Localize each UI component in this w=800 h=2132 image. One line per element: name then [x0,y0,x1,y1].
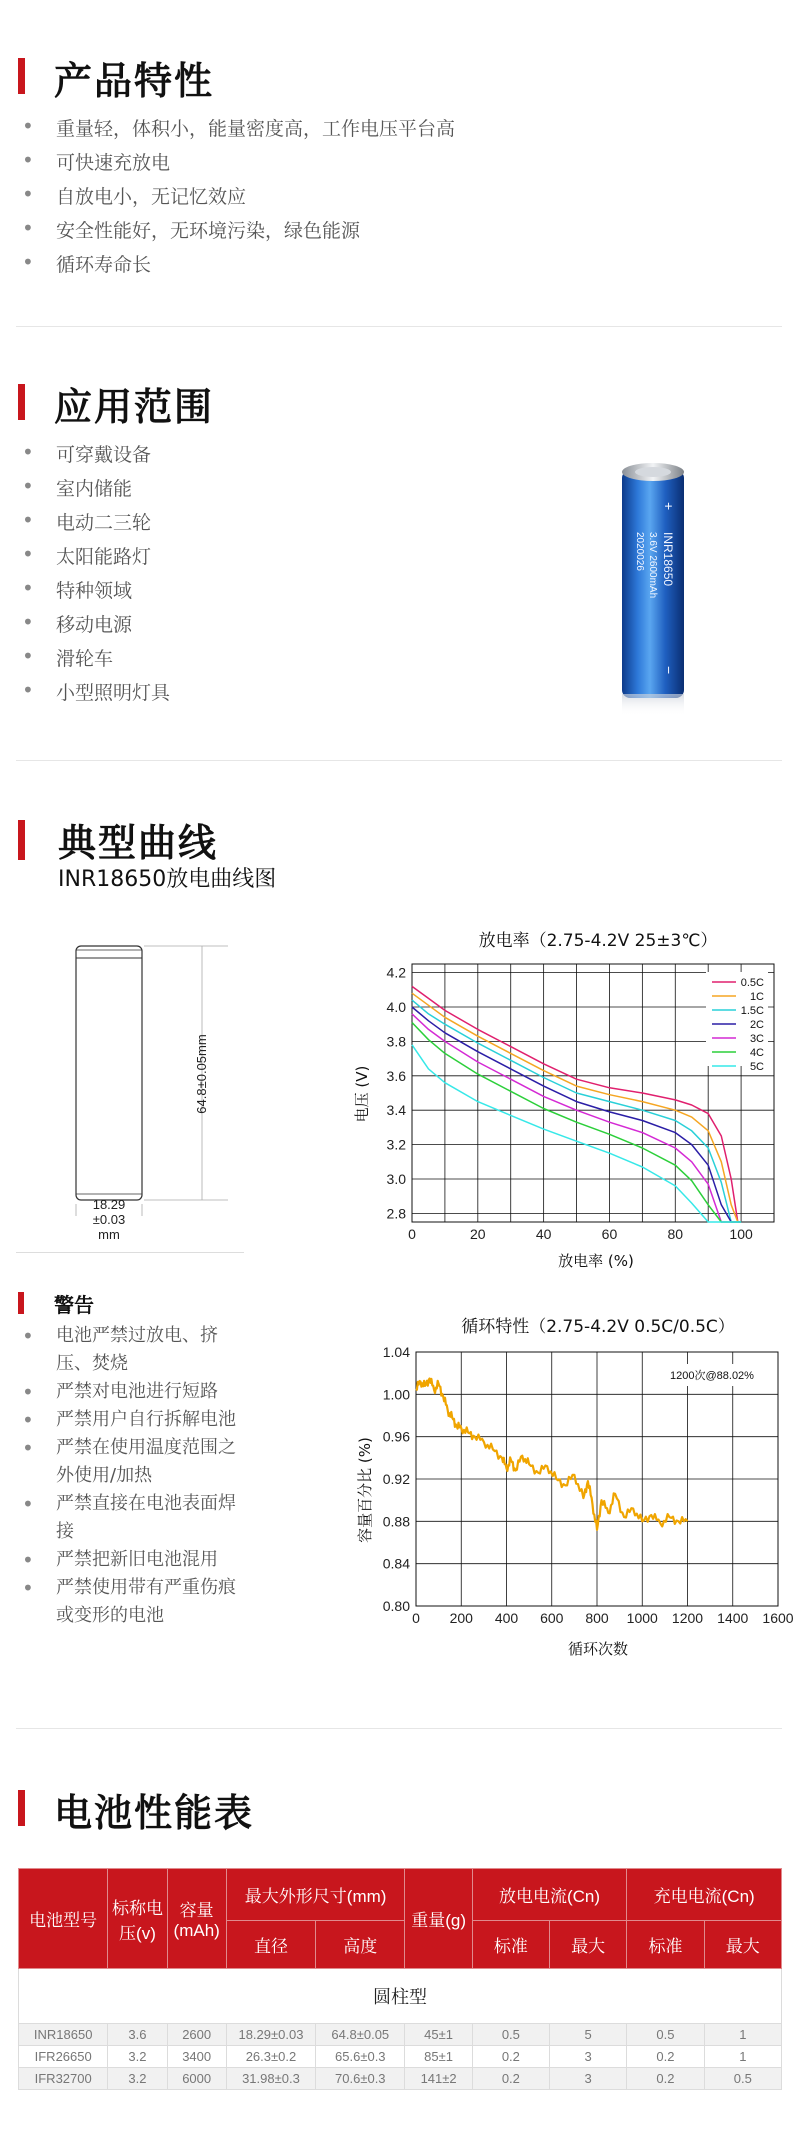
list-item: • 可穿戴设备 [22,440,152,466]
y-tick-label: 2.8 [386,1205,406,1222]
y-tick-label: 3.8 [386,1033,406,1050]
col-header-height: 高度 [316,1921,405,1969]
list-item: • 小型照明灯具 [22,678,171,704]
x-tick-label: 800 [585,1610,609,1626]
table-cell: 31.98±0.3 [226,2068,315,2090]
battery-model-text: INR18650 [661,532,675,587]
y-tick-label: 1.04 [382,1344,410,1360]
legend-label: 5C [749,1061,764,1073]
section-divider [16,760,782,761]
table-cell: 0.2 [472,2046,549,2068]
legend-label: 3C [749,1033,764,1045]
list-item: • 电池严禁过放电、挤 压、焚烧 [22,1324,218,1374]
table-cell: 0.5 [472,2024,549,2046]
list-item: • 严禁对电池进行短路 [22,1380,218,1404]
curves-title: 典型曲线 [58,821,219,865]
table-cell: 26.3±0.2 [226,2046,315,2068]
table-cell: 2600 [167,2024,226,2046]
x-axis-label: 循环次数 [567,1640,629,1658]
discharge-chart [350,928,790,1280]
col-header-charge-max: 最大 [704,1921,781,1969]
list-item: • 移动电源 [22,610,133,636]
list-item: • 循环寿命长 [22,250,152,276]
table-cell: 3400 [167,2046,226,2068]
col-header-charge-std: 标准 [627,1921,704,1969]
y-axis-label: 容量百分比 (%) [356,1437,374,1543]
y-tick-label: 3.6 [386,1067,406,1084]
col-header-discharge: 放电电流(Cn) [472,1869,627,1921]
table-group-label: 圆柱型 [19,1969,782,2024]
diameter-label-line: mm [98,1227,120,1242]
table-cell: 5 [550,2024,627,2046]
battery-plus-text: + [661,502,677,511]
x-tick-label: 600 [540,1610,564,1626]
x-tick-label: 1000 [626,1610,658,1626]
warning-title-marker [18,1292,24,1314]
list-item: • 特种领域 [22,576,133,602]
col-header-model: 电池型号 [19,1869,108,1969]
chart-title: 放电率（2.75-4.2V 25±3℃） [478,931,718,951]
table-cell: IFR32700 [19,2068,108,2090]
table-cell: 70.6±0.3 [316,2068,405,2090]
diameter-label-line: ±0.03 [92,1212,126,1227]
col-header-diameter: 直径 [226,1921,315,1969]
col-header-discharge-max: 最大 [550,1921,627,1969]
diameter-label-line: 18.29 [92,1197,126,1212]
y-tick-label: 3.0 [386,1171,406,1187]
chart-title: 循环特性（2.75-4.2V 0.5C/0.5C） [461,1317,735,1337]
table-cell: 0.5 [704,2068,781,2090]
chart-annotation: 1200次@88.02% [670,1370,754,1382]
table-cell: 3 [550,2068,627,2090]
table-cell: 3.2 [108,2046,167,2068]
table-row [19,2024,782,2046]
battery-product-image [600,458,720,728]
battery-code-text: 2020026 [634,532,645,571]
table-cell: 85±1 [405,2046,472,2068]
col-header-charge: 充电电流(Cn) [627,1869,782,1921]
y-tick-label: 0.92 [382,1471,410,1487]
legend-label: 4C [749,1047,764,1059]
col-header-capacity: 容量(mAh) [167,1869,226,1969]
list-item: • 重量轻，体积小，能量密度高，工作电压平台高 [22,114,456,140]
list-item: • 室内储能 [22,474,133,500]
y-tick-label: 0.84 [382,1555,410,1572]
x-tick-label: 0 [408,1226,416,1242]
x-tick-label: 1600 [762,1610,794,1626]
table-title-marker [18,1790,25,1826]
warning-list [18,1322,236,1630]
list-item: • 严禁把新旧电池混用 [22,1548,218,1572]
legend-label: 1C [749,991,764,1003]
col-header-dims: 最大外形尺寸(mm) [226,1869,405,1921]
list-item: • 严禁使用带有严重伤痕 或变形的电池 [22,1576,236,1626]
x-tick-label: 0 [412,1610,420,1626]
x-tick-label: 100 [729,1226,753,1242]
legend-label: 1.5C [740,1005,764,1017]
drawing-divider [16,1252,244,1253]
x-axis-label: 放电率 (%) [558,1252,634,1270]
applications-title: 应用范围 [54,385,215,429]
list-item: • 太阳能路灯 [22,542,152,568]
applications-title-marker [18,384,25,420]
list-item: • 严禁直接在电池表面焊 接 [22,1492,236,1542]
features-title: 产品特性 [54,59,215,103]
x-tick-label: 1200 [671,1610,704,1626]
table-cell: 3.6 [108,2024,167,2046]
battery-minus-text: − [661,666,677,675]
table-cell: 141±2 [405,2068,472,2090]
list-item: • 滑轮车 [22,644,114,670]
legend-label: 0.5C [740,977,764,989]
battery-dimension-drawing [60,932,260,1242]
drawing-cell-body [76,946,142,1200]
features-title-marker [18,58,25,94]
table-cell: 0.2 [627,2068,704,2090]
x-tick-label: 1400 [717,1610,749,1626]
table-cell: 0.2 [627,2046,704,2068]
x-tick-label: 80 [667,1226,684,1242]
x-tick-label: 200 [449,1610,473,1626]
y-tick-label: 3.4 [386,1102,406,1119]
performance-table [18,1868,782,2090]
table-cell: 1 [704,2024,781,2046]
table-cell: 64.8±0.05 [316,2024,405,2046]
y-tick-label: 0.96 [382,1428,410,1445]
table-cell: 3 [550,2046,627,2068]
table-cell: 6000 [167,2068,226,2090]
applications-list [18,440,170,712]
table-cell: INR18650 [19,2024,108,2046]
table-cell: 0.2 [472,2068,549,2090]
y-tick-label: 4.0 [386,999,406,1015]
curves-title-marker [18,820,25,860]
y-tick-label: 4.2 [386,964,406,981]
section-divider [16,326,782,327]
y-tick-label: 3.2 [386,1136,406,1153]
table-cell: 0.5 [627,2024,704,2046]
col-header-voltage: 标称电压(v) [108,1869,167,1969]
list-item: • 电动二三轮 [22,508,152,534]
list-item: • 严禁在使用温度范围之 外使用/加热 [22,1436,236,1486]
list-item: • 安全性能好，无环境污染，绿色能源 [22,216,361,242]
section-divider [16,1728,782,1729]
x-tick-label: 60 [601,1226,618,1242]
height-dimension-label: 64.8±0.05mm [194,1034,209,1114]
legend-label: 2C [749,1019,764,1031]
list-item: • 严禁用户自行拆解电池 [22,1408,236,1432]
table-cell: 1 [704,2046,781,2068]
y-axis-label: 电压 (V) [353,1065,371,1123]
table-cell: 18.29±0.03 [226,2024,315,2046]
x-tick-label: 400 [494,1610,519,1626]
features-list [18,114,455,284]
table-cell: 3.2 [108,2068,167,2090]
list-item: • 可快速充放电 [22,148,171,174]
col-header-discharge-std: 标准 [472,1921,549,1969]
y-tick-label: 0.88 [382,1513,410,1530]
y-tick-label: 0.80 [382,1598,410,1614]
cycle-chart [350,1310,798,1665]
x-tick-label: 40 [535,1226,552,1242]
table-row [19,2046,782,2068]
x-tick-label: 20 [470,1226,486,1242]
battery-spec-text: 3.6V 2600mAh [647,532,658,599]
table-cell: IFR26650 [19,2046,108,2068]
table-title: 电池性能表 [54,1791,255,1835]
list-item: • 自放电小，无记忆效应 [22,182,247,208]
warning-title: 警告 [54,1293,94,1317]
table-cell: 65.6±0.3 [316,2046,405,2068]
col-header-weight: 重量(g) [405,1869,472,1969]
table-row [19,2068,782,2090]
table-cell: 45±1 [405,2024,472,2046]
curves-subtitle: INR18650放电曲线图 [58,867,277,892]
y-tick-label: 1.00 [382,1386,410,1403]
